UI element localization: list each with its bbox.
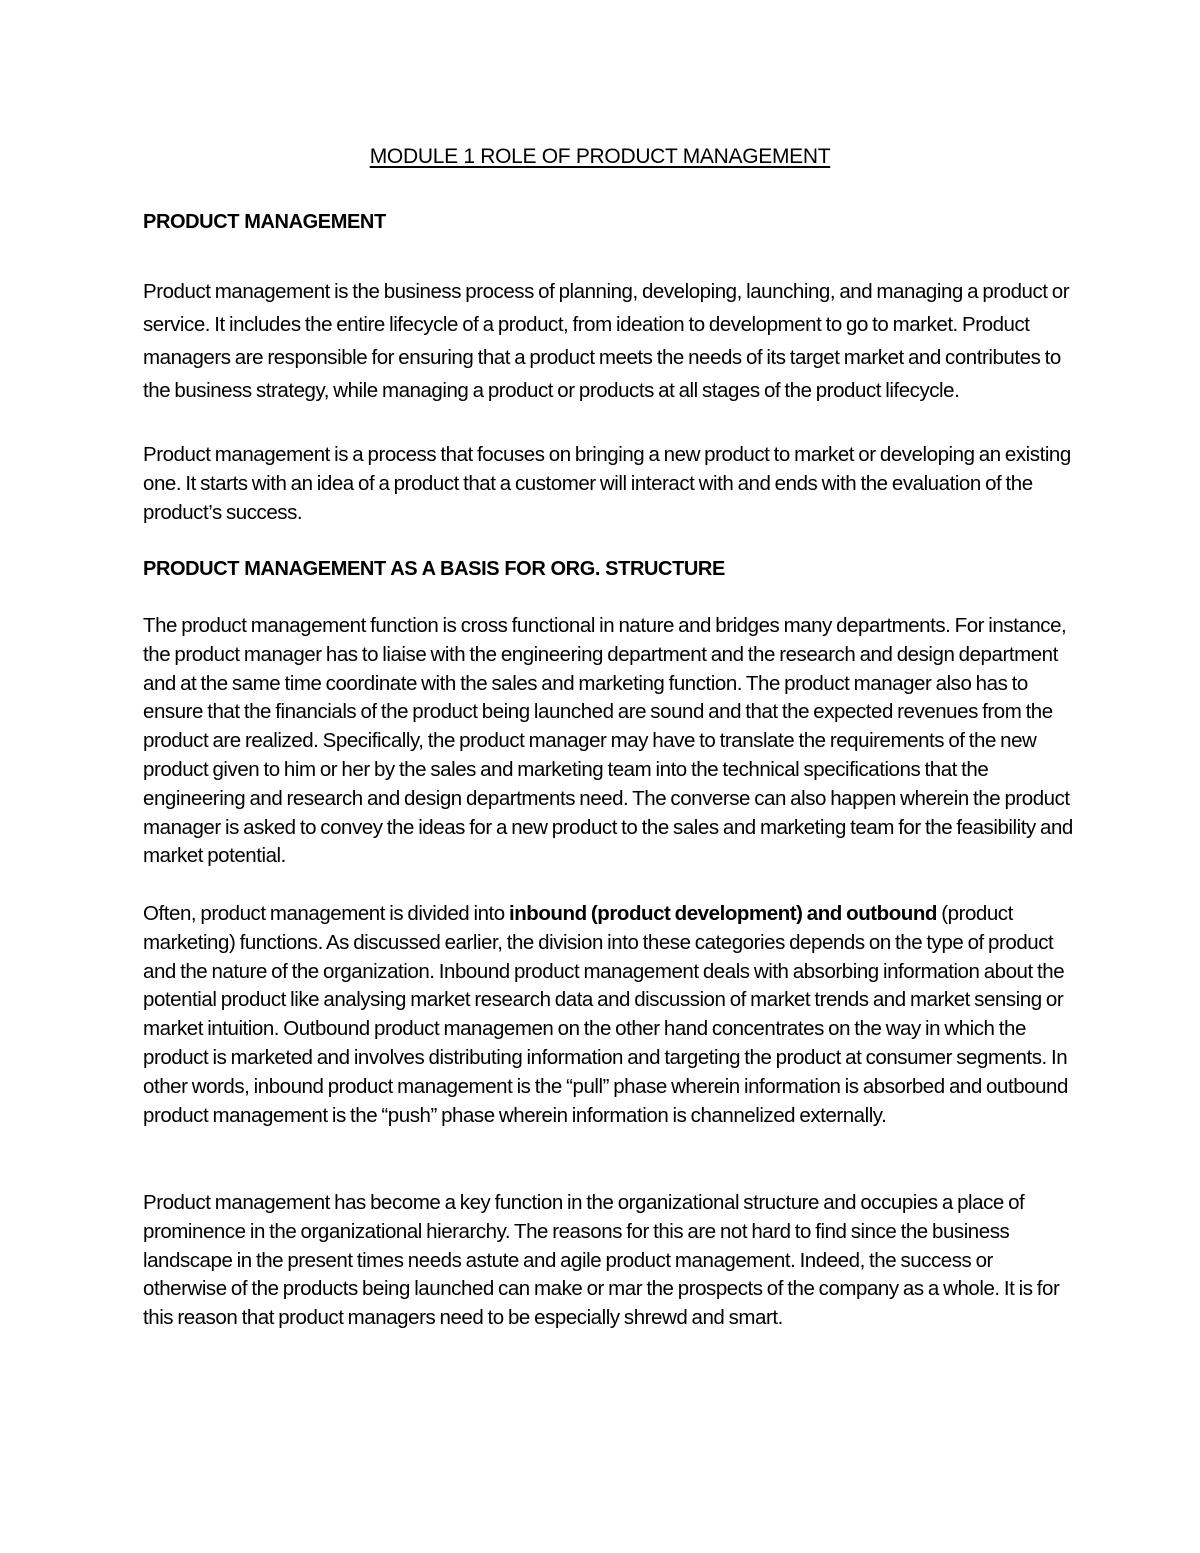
section-heading-org-structure: PRODUCT MANAGEMENT AS A BASIS FOR ORG. STRUCTURE [143,558,725,580]
document-title: MODULE 1 ROLE OF PRODUCT MANAGEMENT [369,145,831,168]
paragraph-inbound-outbound [143,900,1078,1130]
paragraph-cross-functional: The product management function is cross functional in nature and bridges many departments. For instance, the product manager has to liaise with the engineering department and the research and design department and at the same time coordinate with the sales and marketing function. The product manager also has to ensure that the financials of the product being launched are sound and that the expected revenues from the product are realized. Specifically, the product manager may have to translate the requirements of the new product given to him or her by the sales and marketing team into the technical specifications that the engineering and research and design departments need. The converse can also happen wherein the product manager is asked to convey the ideas for a new product to the sales and marketing team for the feasibility and market potential. [143,614,1073,868]
paragraph-definition: Product management is the business process of planning, developing, launching, and managing a product or service. It includes the entire lifecycle of a product, from ideation to development to go to market. Product managers are responsible for ensuring that a product meets the needs of its target market and contributes to the business strategy, while managing a product or products at all stages of the product lifecycle. [143,280,1070,402]
paragraph-process: Product management is a process that focuses on bringing a new product to market or developing an existing one. It starts with an idea of a product that a customer will interact with and ends with the evaluation of the product’s success. [143,443,1071,524]
section-heading-product-management: PRODUCT MANAGEMENT [143,211,386,233]
paragraph-inbound-outbound-rest: (product marketing) functions. As discussed earlier, the division into these categories depends on the type of product and the nature of the organization. Inbound product management deals with absorbing information about the potential product like analysing market research data and discussion of market trends and market sensing or market intuition. Outbound product managemen on the other hand concentrates on the way in which the product is marketed and involves distributing information and targeting the product at consumer segments. In other words, inbound product management is the “pull” phase wherein information is absorbed and outbound product management is the “push” phase wherein information is channelized externally. [143,902,1068,1127]
paragraph-inbound-outbound-bold: inbound (product development) and outbound [508,902,937,925]
paragraph-inbound-outbound-lead: Often, product management is divided into [143,902,509,925]
paragraph-key-function: Product management has become a key function in the organizational structure and occupies a place of prominence in the organizational hierarchy. The reasons for this are not hard to find since the business landscape in the present times needs astute and agile product management. Indeed, the success or otherwise of the products being launched can make or mar the prospects of the company as a whole. It is for this reason that product managers need to be especially shrewd and smart. [143,1191,1060,1330]
